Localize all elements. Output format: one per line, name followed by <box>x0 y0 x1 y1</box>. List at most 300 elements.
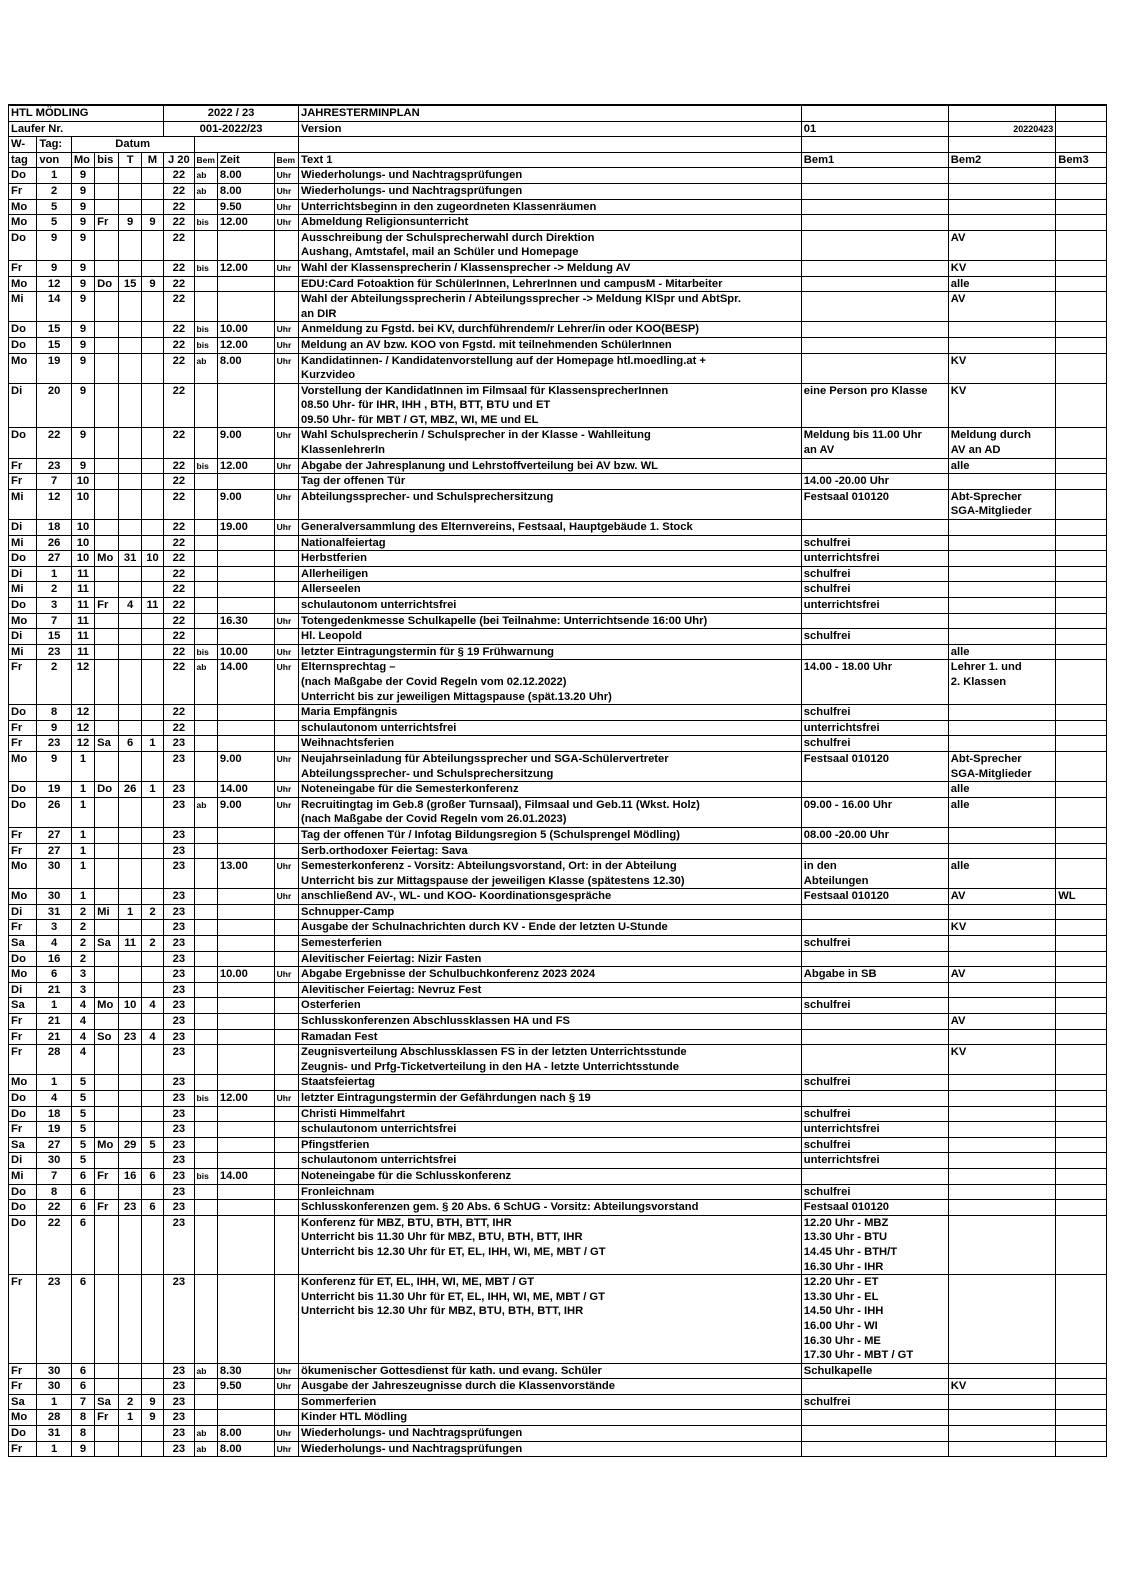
event-text: schulautonom unterrichtsfrei <box>299 1153 802 1169</box>
time <box>217 1137 274 1153</box>
day: 9 <box>37 230 71 260</box>
year: 23 <box>164 1106 194 1122</box>
month: 5 <box>71 1122 94 1138</box>
remark-2: Lehrer 1. und 2. Klassen <box>948 660 1055 705</box>
table-row <box>9 1075 1107 1091</box>
remark-1: schulfrei <box>801 1075 948 1091</box>
time-qualifier <box>194 782 217 798</box>
until-month <box>141 859 163 889</box>
remark-1: 09.00 - 16.00 Uhr <box>801 797 948 827</box>
table-row <box>9 260 1107 276</box>
year: 23 <box>164 998 194 1014</box>
table-row <box>9 1215 1107 1274</box>
until-weekday <box>95 1106 119 1122</box>
day: 28 <box>37 1045 71 1075</box>
table-row <box>9 660 1107 705</box>
day: 16 <box>37 951 71 967</box>
month: 12 <box>71 720 94 736</box>
remark-1: Abgabe in SB <box>801 967 948 983</box>
weekday: Do <box>9 322 37 338</box>
time-unit <box>274 936 298 952</box>
time-unit <box>274 292 298 322</box>
time-unit: Uhr <box>274 337 298 353</box>
table-row <box>9 535 1107 551</box>
until-weekday <box>95 660 119 705</box>
remark-1: unterrichtsfrei <box>801 1153 948 1169</box>
time-qualifier <box>194 428 217 458</box>
time-unit <box>274 629 298 645</box>
event-text: Totengedenkmesse Schulkapelle (bei Teilnahme: Unterrichtsende 16:00 Uhr) <box>299 613 802 629</box>
remark-3 <box>1056 797 1107 827</box>
until-weekday <box>95 920 119 936</box>
until-month <box>141 920 163 936</box>
remark-3 <box>1056 705 1107 721</box>
time <box>217 1184 274 1200</box>
until-month <box>141 967 163 983</box>
month: 6 <box>71 1200 94 1216</box>
year: 23 <box>164 1122 194 1138</box>
until-weekday <box>95 383 119 428</box>
month: 10 <box>71 535 94 551</box>
month: 9 <box>71 168 94 184</box>
datum-label: Datum <box>71 137 194 153</box>
time <box>217 736 274 752</box>
until-month <box>141 353 163 383</box>
until-month <box>141 1275 163 1364</box>
remark-3 <box>1056 1215 1107 1274</box>
remark-2: AV <box>948 292 1055 322</box>
time-unit: Uhr <box>274 967 298 983</box>
until-weekday: Mo <box>95 551 119 567</box>
event-text: EDU:Card Fotoaktion für SchülerInnen, LehrerInnen und campusM - Mitarbeiter <box>299 276 802 292</box>
time-unit <box>274 1184 298 1200</box>
event-text: Elternsprechtag – (nach Maßgabe der Covid Regeln vom 02.12.2022) Unterricht bis zur jeweiligen Mittagspause (spät.13.20 Uhr) <box>299 660 802 705</box>
table-row <box>9 951 1107 967</box>
remark-1 <box>801 168 948 184</box>
remark-3 <box>1056 1106 1107 1122</box>
remark-2: KV <box>948 260 1055 276</box>
col-bem3: Bem3 <box>1056 152 1107 168</box>
day: 1 <box>37 1075 71 1091</box>
time-qualifier <box>194 535 217 551</box>
remark-1 <box>801 276 948 292</box>
time-qualifier: ab <box>194 660 217 705</box>
weekday: Mo <box>9 967 37 983</box>
remark-2 <box>948 183 1055 199</box>
year: 22 <box>164 551 194 567</box>
remark-2: alle <box>948 797 1055 827</box>
event-text: Abgabe Ergebnisse der Schulbuchkonferenz 2023 2024 <box>299 967 802 983</box>
weekday: Sa <box>9 1137 37 1153</box>
table-row <box>9 1091 1107 1107</box>
remark-2 <box>948 1426 1055 1442</box>
remark-2: KV <box>948 1379 1055 1395</box>
until-month <box>141 1122 163 1138</box>
month: 6 <box>71 1379 94 1395</box>
weekday: Mo <box>9 1410 37 1426</box>
time-qualifier <box>194 292 217 322</box>
time-qualifier <box>194 967 217 983</box>
remark-3 <box>1056 1168 1107 1184</box>
until-weekday <box>95 566 119 582</box>
time <box>217 1200 274 1216</box>
time-unit: Uhr <box>274 520 298 536</box>
time: 10.00 <box>217 967 274 983</box>
time <box>217 474 274 490</box>
until-weekday: Do <box>95 782 119 798</box>
remark-1 <box>801 353 948 383</box>
weekday: Mo <box>9 276 37 292</box>
table-row <box>9 183 1107 199</box>
remark-1 <box>801 458 948 474</box>
remark-3 <box>1056 383 1107 428</box>
year: 23 <box>164 1075 194 1091</box>
until-month <box>141 260 163 276</box>
table-row <box>9 1379 1107 1395</box>
event-text: Noteneingabe für die Schlusskonferenz <box>299 1168 802 1184</box>
table-row <box>9 598 1107 614</box>
weekday: Mi <box>9 582 37 598</box>
weekday: Di <box>9 520 37 536</box>
month: 5 <box>71 1075 94 1091</box>
until-month <box>141 1441 163 1457</box>
time: 12.00 <box>217 260 274 276</box>
remark-2 <box>948 1106 1055 1122</box>
w-label: W- <box>9 137 37 153</box>
day: 15 <box>37 629 71 645</box>
time-unit: Uhr <box>274 458 298 474</box>
remark-1 <box>801 260 948 276</box>
time-qualifier: ab <box>194 1441 217 1457</box>
time <box>217 292 274 322</box>
weekday: Di <box>9 982 37 998</box>
time: 14.00 <box>217 782 274 798</box>
time-qualifier <box>194 199 217 215</box>
until-month <box>141 660 163 705</box>
table-row <box>9 474 1107 490</box>
time-qualifier <box>194 1045 217 1075</box>
event-text: Maria Empfängnis <box>299 705 802 721</box>
year: 22 <box>164 582 194 598</box>
day: 2 <box>37 660 71 705</box>
remark-2 <box>948 1137 1055 1153</box>
remark-2 <box>948 827 1055 843</box>
time-qualifier <box>194 582 217 598</box>
until-weekday <box>95 1091 119 1107</box>
year: 22 <box>164 322 194 338</box>
weekday: Di <box>9 629 37 645</box>
remark-1: Festsaal 010120 <box>801 889 948 905</box>
table-row <box>9 1200 1107 1216</box>
remark-1 <box>801 520 948 536</box>
remark-3 <box>1056 199 1107 215</box>
until-month: 5 <box>141 1137 163 1153</box>
day: 7 <box>37 474 71 490</box>
until-month <box>141 489 163 519</box>
remark-3 <box>1056 566 1107 582</box>
until-day <box>119 1091 141 1107</box>
until-weekday <box>95 1075 119 1091</box>
time-unit: Uhr <box>274 644 298 660</box>
month: 2 <box>71 904 94 920</box>
time-qualifier <box>194 474 217 490</box>
remark-3 <box>1056 1122 1107 1138</box>
until-day <box>119 1153 141 1169</box>
until-month: 1 <box>141 782 163 798</box>
time-qualifier: bis <box>194 644 217 660</box>
day: 2 <box>37 582 71 598</box>
year: 23 <box>164 951 194 967</box>
remark-3 <box>1056 183 1107 199</box>
remark-3 <box>1056 598 1107 614</box>
time-qualifier: ab <box>194 1426 217 1442</box>
time-unit: Uhr <box>274 859 298 889</box>
event-text: Staatsfeiertag <box>299 1075 802 1091</box>
year: 22 <box>164 260 194 276</box>
day: 22 <box>37 1200 71 1216</box>
time <box>217 1106 274 1122</box>
until-day <box>119 520 141 536</box>
time-qualifier <box>194 827 217 843</box>
day: 31 <box>37 1426 71 1442</box>
day: 19 <box>37 1122 71 1138</box>
remark-2 <box>948 1091 1055 1107</box>
weekday: Do <box>9 951 37 967</box>
weekday: Fr <box>9 720 37 736</box>
weekday: Di <box>9 904 37 920</box>
day: 21 <box>37 1014 71 1030</box>
until-day: 15 <box>119 276 141 292</box>
remark-2 <box>948 199 1055 215</box>
time <box>217 383 274 428</box>
remark-3 <box>1056 1379 1107 1395</box>
time-qualifier <box>194 1014 217 1030</box>
weekday: Fr <box>9 260 37 276</box>
until-weekday <box>95 1184 119 1200</box>
time <box>217 1410 274 1426</box>
remark-1 <box>801 337 948 353</box>
remark-2 <box>948 551 1055 567</box>
time: 8.00 <box>217 168 274 184</box>
time-qualifier <box>194 920 217 936</box>
remark-1 <box>801 292 948 322</box>
until-day <box>119 920 141 936</box>
day: 21 <box>37 1029 71 1045</box>
remark-3 <box>1056 613 1107 629</box>
event-text: Kinder HTL Mödling <box>299 1410 802 1426</box>
month: 1 <box>71 889 94 905</box>
time-unit <box>274 1045 298 1075</box>
weekday: Sa <box>9 936 37 952</box>
table-row <box>9 827 1107 843</box>
table-row <box>9 337 1107 353</box>
remark-1 <box>801 1029 948 1045</box>
remark-3 <box>1056 1275 1107 1364</box>
table-row <box>9 1184 1107 1200</box>
month: 11 <box>71 566 94 582</box>
event-text: Wiederholungs- und Nachtragsprüfungen <box>299 168 802 184</box>
time: 8.00 <box>217 1441 274 1457</box>
day: 23 <box>37 1275 71 1364</box>
until-weekday <box>95 1122 119 1138</box>
remark-2 <box>948 474 1055 490</box>
weekday: Mi <box>9 292 37 322</box>
event-text: Serb.orthodoxer Feiertag: Sava <box>299 843 802 859</box>
remark-1: schulfrei <box>801 582 948 598</box>
time-unit: Uhr <box>274 889 298 905</box>
event-text: Abmeldung Religionsunterricht <box>299 215 802 231</box>
event-text: Sommerferien <box>299 1394 802 1410</box>
until-weekday <box>95 1153 119 1169</box>
time-unit: Uhr <box>274 1091 298 1107</box>
until-weekday <box>95 337 119 353</box>
remark-2 <box>948 613 1055 629</box>
day: 30 <box>37 859 71 889</box>
event-text: Wahl der Klassensprecherin / Klassensprecher -> Meldung AV <box>299 260 802 276</box>
remark-3 <box>1056 967 1107 983</box>
remark-1 <box>801 183 948 199</box>
time-qualifier: ab <box>194 797 217 827</box>
remark-2: alle <box>948 276 1055 292</box>
until-day <box>119 843 141 859</box>
until-month <box>141 1014 163 1030</box>
remark-2: alle <box>948 859 1055 889</box>
day: 30 <box>37 889 71 905</box>
time: 9.00 <box>217 797 274 827</box>
col-tag: tag <box>9 152 37 168</box>
weekday: Mo <box>9 353 37 383</box>
day: 8 <box>37 1184 71 1200</box>
until-day <box>119 751 141 781</box>
event-text: Schnupper-Camp <box>299 904 802 920</box>
remark-1 <box>801 982 948 998</box>
month: 1 <box>71 751 94 781</box>
remark-3 <box>1056 215 1107 231</box>
time-qualifier <box>194 230 217 260</box>
day: 18 <box>37 1106 71 1122</box>
table-row <box>9 644 1107 660</box>
table-row <box>9 751 1107 781</box>
remark-3 <box>1056 1441 1107 1457</box>
month: 5 <box>71 1091 94 1107</box>
until-month <box>141 292 163 322</box>
remark-2 <box>948 215 1055 231</box>
document-title: JAHRESTERMINPLAN <box>299 105 802 121</box>
time-qualifier <box>194 859 217 889</box>
time: 12.00 <box>217 337 274 353</box>
weekday: Do <box>9 782 37 798</box>
remark-1: schulfrei <box>801 705 948 721</box>
time: 9.00 <box>217 428 274 458</box>
remark-3 <box>1056 1014 1107 1030</box>
weekday: Fr <box>9 1045 37 1075</box>
time-unit <box>274 566 298 582</box>
year: 22 <box>164 535 194 551</box>
table-row <box>9 920 1107 936</box>
month: 1 <box>71 782 94 798</box>
event-text: schulautonom unterrichtsfrei <box>299 720 802 736</box>
time <box>217 705 274 721</box>
weekday: Do <box>9 598 37 614</box>
time-unit: Uhr <box>274 1363 298 1379</box>
time-qualifier <box>194 1122 217 1138</box>
time-unit: Uhr <box>274 353 298 383</box>
until-month <box>141 1153 163 1169</box>
month: 10 <box>71 474 94 490</box>
day: 23 <box>37 644 71 660</box>
day: 1 <box>37 998 71 1014</box>
time-unit: Uhr <box>274 168 298 184</box>
until-weekday: Fr <box>95 1168 119 1184</box>
month: 9 <box>71 458 94 474</box>
table-row <box>9 1275 1107 1364</box>
until-month <box>141 1075 163 1091</box>
event-text: Unterrichtsbeginn in den zugeordneten Klassenräumen <box>299 199 802 215</box>
table-row <box>9 1122 1107 1138</box>
time-qualifier <box>194 1153 217 1169</box>
col-von: von <box>37 152 71 168</box>
until-month: 9 <box>141 276 163 292</box>
month: 4 <box>71 1045 94 1075</box>
remark-1: 14.00 - 18.00 Uhr <box>801 660 948 705</box>
event-text: Ramadan Fest <box>299 1029 802 1045</box>
until-month <box>141 1106 163 1122</box>
month: 9 <box>71 1441 94 1457</box>
day: 1 <box>37 566 71 582</box>
remark-3 <box>1056 998 1107 1014</box>
weekday: Do <box>9 1200 37 1216</box>
weekday: Di <box>9 1153 37 1169</box>
version-date: 20220423 <box>948 121 1055 137</box>
remark-2 <box>948 1441 1055 1457</box>
table-row <box>9 629 1107 645</box>
time-qualifier <box>194 489 217 519</box>
until-day <box>119 1184 141 1200</box>
remark-2 <box>948 582 1055 598</box>
remark-1: 12.20 Uhr - ET 13.30 Uhr - EL 14.50 Uhr - IHH 16.00 Uhr - WI 16.30 Uhr - ME 17.30 Uhr - MBT / GT <box>801 1275 948 1364</box>
day: 30 <box>37 1363 71 1379</box>
time <box>217 936 274 952</box>
time-unit: Uhr <box>274 260 298 276</box>
until-weekday <box>95 951 119 967</box>
time-qualifier: bis <box>194 215 217 231</box>
until-weekday <box>95 520 119 536</box>
table-row <box>9 489 1107 519</box>
time-qualifier <box>194 629 217 645</box>
year: 23 <box>164 797 194 827</box>
event-text: Semesterkonferenz - Vorsitz: Abteilungsvorstand, Ort: in der Abteilung Unterricht bis zur Mittagspause der jeweiligen Klasse (spätestens 12.30) <box>299 859 802 889</box>
until-weekday: Fr <box>95 1200 119 1216</box>
day: 2 <box>37 183 71 199</box>
remark-3 <box>1056 337 1107 353</box>
until-day: 23 <box>119 1029 141 1045</box>
until-weekday <box>95 199 119 215</box>
version-number: 01 <box>801 121 948 137</box>
time <box>217 889 274 905</box>
event-text: Generalversammlung des Elternvereins, Festsaal, Hauptgebäude 1. Stock <box>299 520 802 536</box>
until-weekday <box>95 1363 119 1379</box>
time-unit <box>274 827 298 843</box>
time-unit <box>274 904 298 920</box>
until-day <box>119 1275 141 1364</box>
day: 19 <box>37 782 71 798</box>
remark-1 <box>801 1426 948 1442</box>
time: 9.50 <box>217 199 274 215</box>
year: 23 <box>164 1394 194 1410</box>
until-day <box>119 566 141 582</box>
weekday: Fr <box>9 1363 37 1379</box>
remark-2: AV <box>948 889 1055 905</box>
